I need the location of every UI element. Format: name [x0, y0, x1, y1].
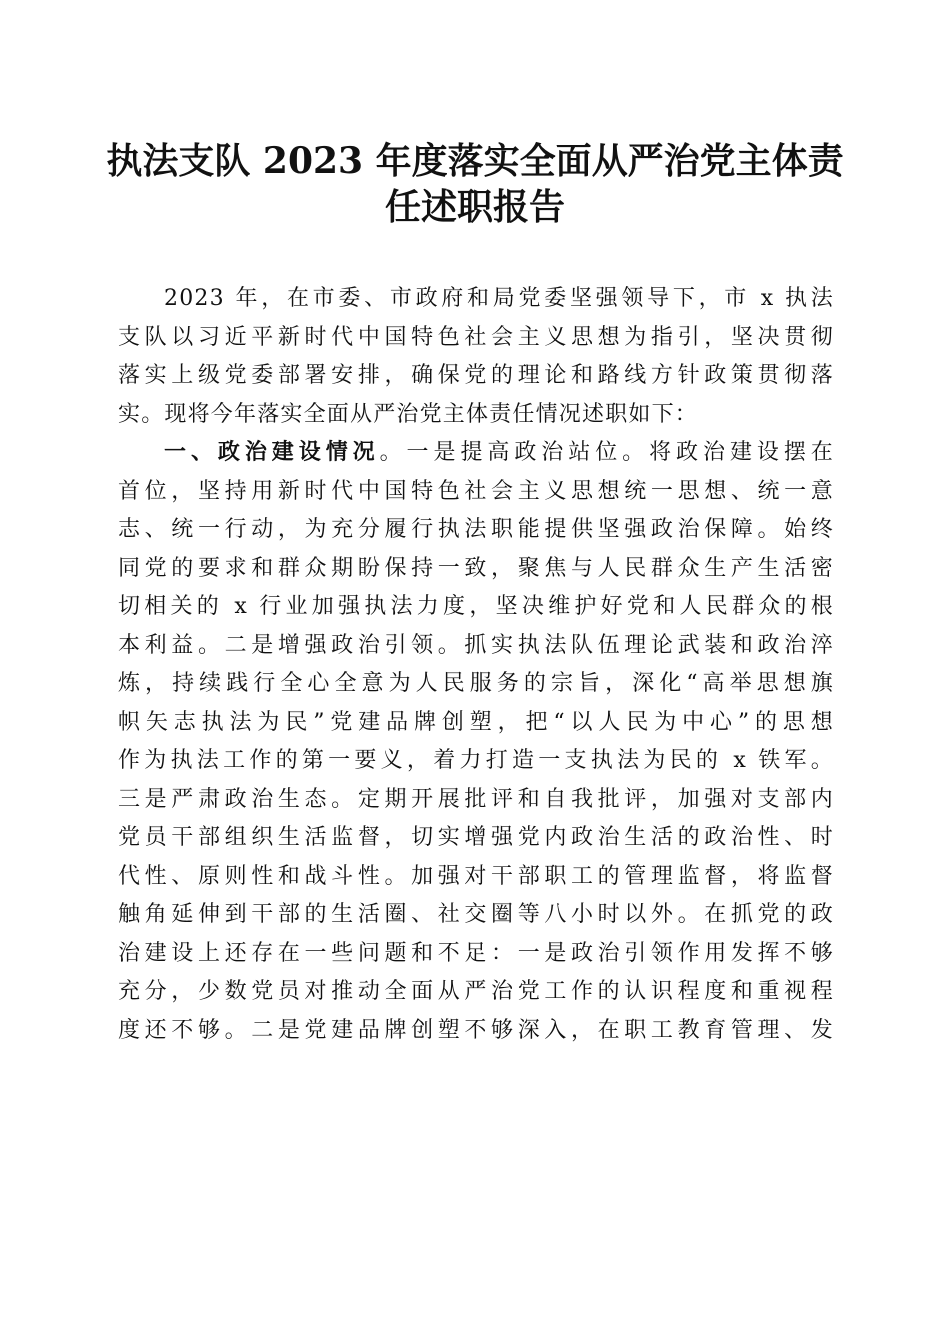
- section1-line: 同党的要求和群众期盼保持一致，聚焦与人民群众生产生活密: [118, 555, 834, 581]
- section1-line: 代性、原则性和战斗性。加强对干部职工的管理监督，将监督: [118, 863, 834, 889]
- section1-line: 切相关的 x 行业加强执法力度，坚决维护好党和人民群众的根: [118, 594, 834, 619]
- intro-line-1: 2023 年，在市委、市政府和局党委坚强领导下，市 x 执法: [164, 286, 834, 311]
- section1-line: 充分，少数党员对推动全面从严治党工作的认识程度和重视程: [118, 979, 834, 1004]
- title-line-2: 任述职报告: [384, 186, 565, 228]
- document-body: [118, 280, 834, 1050]
- section1-line: 党员干部组织生活监督，切实增强党内政治生活的政治性、时: [118, 825, 834, 850]
- section1-line: 触角延伸到干部的生活圈、社交圈等八小时以外。在抓党的政: [118, 902, 834, 927]
- section1-line: 作为执法工作的第一要义，着力打造一支执法为民的 x 铁军。: [118, 748, 834, 773]
- document-title: [100, 138, 850, 230]
- section1-line: 帜矢志执法为民”党建品牌创塑，把“以人民为中心”的思想: [118, 709, 834, 735]
- title-line-1: 执法支队 2023 年度落实全面从严治党主体责: [106, 140, 844, 182]
- section1-line: 三是严肃政治生态。定期开展批评和自我批评，加强对支部内: [118, 786, 834, 812]
- section1-line: 度还不够。二是党建品牌创塑不够深入，在职工教育管理、发: [118, 1017, 834, 1043]
- section1-line: 志、统一行动，为充分履行执法职能提供坚强政治保障。始终: [118, 517, 834, 542]
- section1-heading: 一、政治建设情况: [164, 440, 380, 465]
- section1-line: 治建设上还存在一些问题和不足：一是政治引领作用发挥不够: [118, 940, 834, 966]
- section1-line: 炼，持续践行全心全意为人民服务的宗旨，深化“高举思想旗: [118, 671, 834, 696]
- section1-first-line: [118, 434, 834, 473]
- section1-line: 本利益。二是增强政治引领。抓实执法队伍理论武装和政治淬: [118, 632, 834, 658]
- intro-line-4: 实。现将今年落实全面从严治党主体责任情况述职如下：: [118, 401, 699, 427]
- section1-line: 首位，坚持用新时代中国特色社会主义思想统一思想、统一意: [118, 478, 834, 504]
- intro-line-2: 支队以习近平新时代中国特色社会主义思想为指引，坚决贯彻: [118, 324, 834, 350]
- section1-first-line-rest: 。一是提高政治站位。将政治建设摆在: [379, 440, 835, 465]
- intro-line-3: 落实上级党委部署安排，确保党的理论和路线方针政策贯彻落: [118, 363, 834, 388]
